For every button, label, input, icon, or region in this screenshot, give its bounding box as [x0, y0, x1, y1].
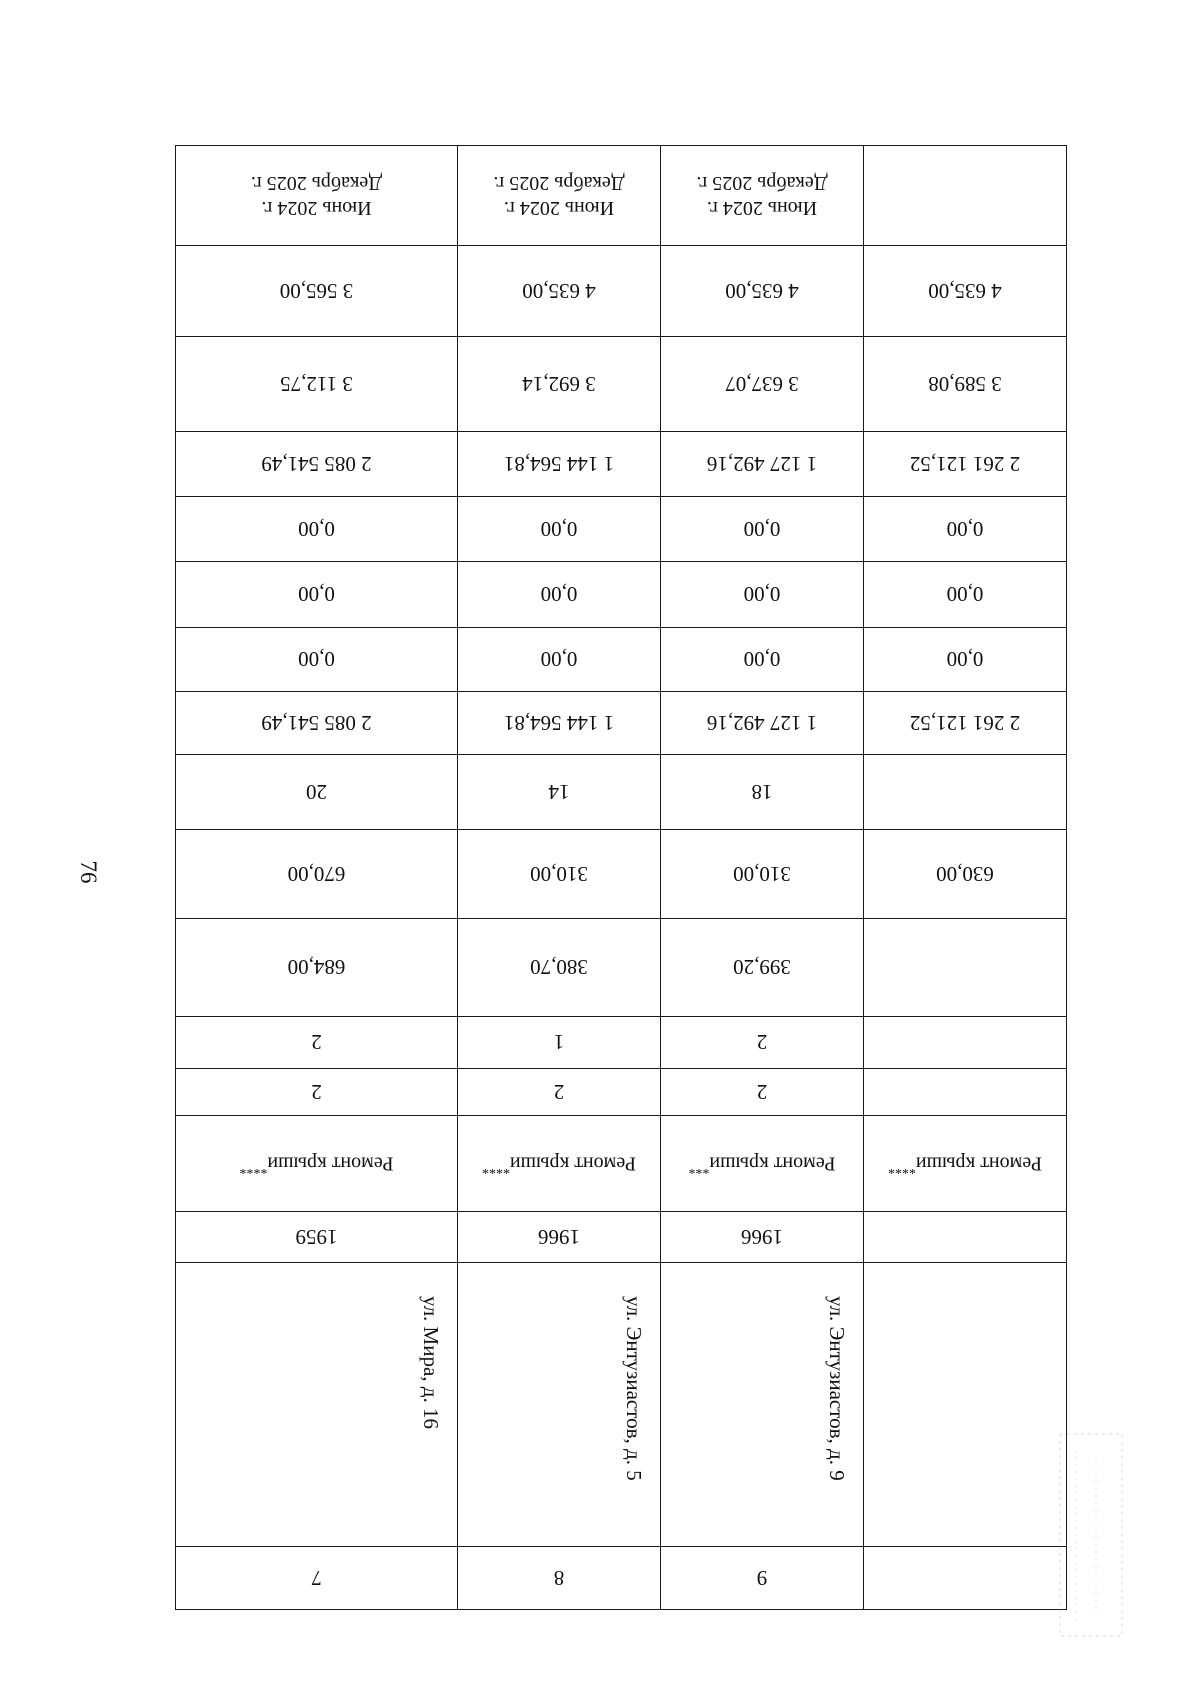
cell-price: 310,00: [458, 830, 661, 919]
address-text: ул. Мира, д. 16: [419, 1295, 443, 1429]
cell-work: [864, 1116, 1067, 1211]
cell-year: 1966: [458, 1211, 661, 1263]
work-footnote-mark: ****: [481, 1160, 510, 1176]
cell-total2: 2 261 121,52: [864, 691, 1067, 754]
cell-cost2: 3 565,00: [176, 245, 458, 336]
cell-z1: 0,00: [864, 627, 1067, 691]
cell-z1: 0,00: [176, 627, 458, 691]
repair-schedule-table: [175, 145, 1067, 1610]
cell-cost2: 4 635,00: [458, 245, 661, 336]
cell-work: [661, 1116, 864, 1211]
cell-total: 2 261 121,52: [864, 431, 1067, 496]
cell-z2: 0,00: [661, 561, 864, 627]
field-row-cost2: [176, 245, 1067, 336]
cell-z3: 0,00: [176, 496, 458, 561]
period-end: Декабрь 2025 г.: [250, 172, 383, 195]
cell-c1: 2: [661, 1068, 864, 1116]
field-row-z1: [176, 627, 1067, 691]
cell-cost2: 4 635,00: [864, 245, 1067, 336]
period-start: Июнь 2024 г.: [706, 197, 818, 220]
period-end: Декабрь 2025 г.: [493, 172, 625, 195]
cell-num: [864, 1547, 1067, 1610]
period-start: Июнь 2024 г.: [503, 197, 615, 220]
work-footnote-mark: ****: [887, 1160, 916, 1176]
period-end: Декабрь 2025 г.: [696, 172, 828, 195]
cell-total: 2 085 541,49: [176, 431, 458, 496]
cell-area: [864, 919, 1067, 1016]
work-footnote-mark: ****: [239, 1160, 268, 1176]
cell-price: 630,00: [864, 830, 1067, 919]
cell-area: 399,20: [661, 919, 864, 1016]
cell-num: 7: [176, 1547, 458, 1610]
work-type: Ремонт крыши: [915, 1152, 1043, 1175]
cell-total2: 1 144 564,81: [458, 691, 661, 754]
cell-period: [864, 146, 1067, 246]
field-row-address: [176, 1263, 1067, 1547]
scan-stamp-mark: [1056, 1430, 1126, 1640]
cell-z3: 0,00: [661, 496, 864, 561]
cell-total2: 2 085 541,49: [176, 691, 458, 754]
cell-cost1: 3 692,14: [458, 336, 661, 431]
cell-period: [458, 146, 661, 246]
page-number: 76: [76, 860, 101, 884]
field-row-total2: [176, 691, 1067, 754]
cell-price: 670,00: [176, 830, 458, 919]
cell-area: 684,00: [176, 919, 458, 1016]
cell-c1: 2: [458, 1068, 661, 1116]
cell-num: 9: [661, 1547, 864, 1610]
cell-year: 1959: [176, 1211, 458, 1263]
cell-z3: 0,00: [864, 496, 1067, 561]
cell-c1: 2: [176, 1068, 458, 1116]
period-start: Июнь 2024 г.: [261, 197, 372, 220]
cell-period: [661, 146, 864, 246]
cell-year: [864, 1211, 1067, 1263]
address-text: ул. Энтузиастов, д. 5: [622, 1295, 646, 1481]
cell-c1: [864, 1068, 1067, 1116]
field-row-z2: [176, 561, 1067, 627]
work-type: Ремонт крыши: [509, 1152, 637, 1175]
cell-address: [661, 1263, 864, 1547]
cell-c2: 2: [176, 1016, 458, 1068]
field-row-work: [176, 1116, 1067, 1211]
cell-count: 14: [458, 754, 661, 830]
work-footnote-mark: ***: [688, 1160, 710, 1176]
field-row-z3: [176, 496, 1067, 561]
cell-count: 20: [176, 754, 458, 830]
field-row-area: [176, 919, 1067, 1016]
cell-year: 1966: [661, 1211, 864, 1263]
cell-z1: 0,00: [458, 627, 661, 691]
field-row-c2: [176, 1016, 1067, 1068]
work-type: Ремонт крыши: [709, 1152, 836, 1175]
cell-total: 1 144 564,81: [458, 431, 661, 496]
cell-total2: 1 127 492,16: [661, 691, 864, 754]
work-type: Ремонт крыши: [267, 1152, 394, 1175]
cell-z2: 0,00: [176, 561, 458, 627]
cell-address: [458, 1263, 661, 1547]
cell-price: 310,00: [661, 830, 864, 919]
cell-total: 1 127 492,16: [661, 431, 864, 496]
cell-count: [864, 754, 1067, 830]
cell-count: 18: [661, 754, 864, 830]
field-row-period: [176, 146, 1067, 246]
cell-cost2: 4 635,00: [661, 245, 864, 336]
field-row-total: [176, 431, 1067, 496]
cell-z2: 0,00: [458, 561, 661, 627]
cell-cost1: 3 637,07: [661, 336, 864, 431]
cell-z3: 0,00: [458, 496, 661, 561]
address-text: ул. Энтузиастов, д. 9: [825, 1295, 849, 1481]
cell-cost1: 3 589,08: [864, 336, 1067, 431]
field-row-count: [176, 754, 1067, 830]
cell-address: [864, 1263, 1067, 1547]
cell-work: [458, 1116, 661, 1211]
cell-c2: [864, 1016, 1067, 1068]
cell-address: [176, 1263, 458, 1547]
field-row-c1: [176, 1068, 1067, 1116]
cell-z2: 0,00: [864, 561, 1067, 627]
cell-period: [176, 146, 458, 246]
field-row-num: [176, 1547, 1067, 1610]
field-row-cost1: [176, 336, 1067, 431]
cell-c2: 2: [661, 1016, 864, 1068]
cell-z1: 0,00: [661, 627, 864, 691]
cell-area: 380,70: [458, 919, 661, 1016]
field-row-price: [176, 830, 1067, 919]
rotated-table-container: [176, 145, 1067, 1610]
cell-work: [176, 1116, 458, 1211]
cell-cost1: 3 112,75: [176, 336, 458, 431]
field-row-year: [176, 1211, 1067, 1263]
cell-c2: 1: [458, 1016, 661, 1068]
cell-num: 8: [458, 1547, 661, 1610]
